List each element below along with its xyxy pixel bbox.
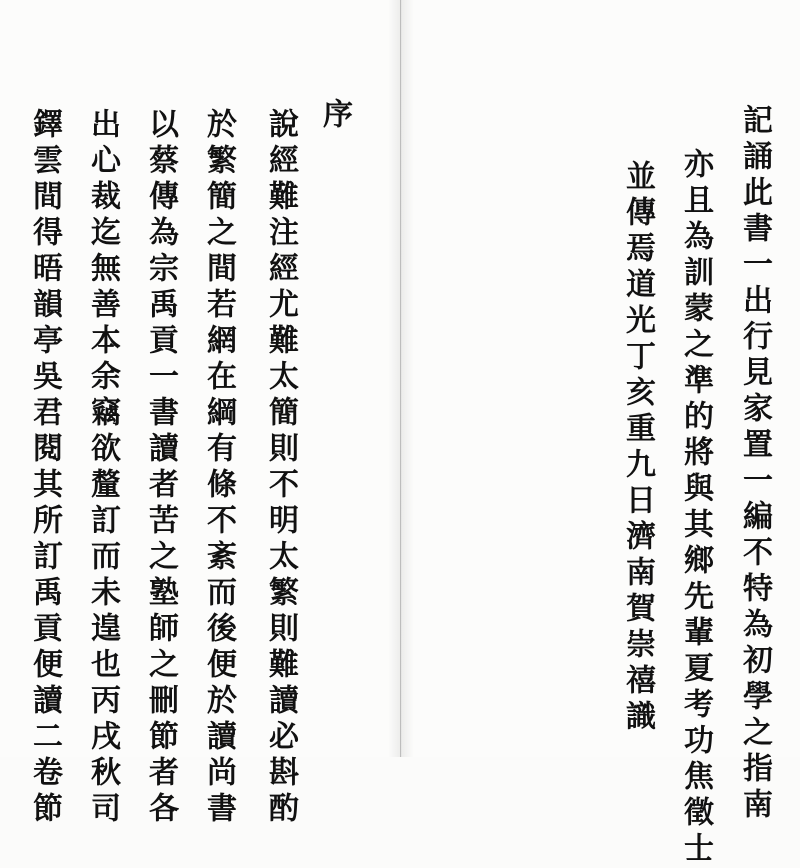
fold-line [400, 0, 401, 757]
right-column-2: 亦且為訓蒙之準的將與其鄉先輩夏考功焦徵士 [678, 148, 713, 868]
book-gutter [388, 0, 414, 757]
preface-heading: 序 [317, 98, 352, 134]
left-column-1: 說經難注經尤難太簡則不明太繁則難讀必斟酌 [263, 108, 298, 828]
right-column-3: 並傳焉道光丁亥重九日濟南賀崇禧識 [620, 160, 655, 736]
left-column-3: 以蔡傳為宗禹貢一書讀者苦之塾師之刪節者各 [143, 108, 178, 828]
right-column-1: 記誦此書一出行見家置一編不特為初學之指南 [737, 104, 772, 824]
left-column-2: 於繁簡之間若網在綱有條不紊而後便於讀尚書 [201, 108, 236, 828]
left-column-4: 出心裁迄無善本余竊欲釐訂而未遑也丙戌秋司 [85, 108, 120, 828]
left-column-5: 鐸雲間得晤韻亭吳君閱其所訂禹貢便讀二卷節 [27, 108, 62, 828]
